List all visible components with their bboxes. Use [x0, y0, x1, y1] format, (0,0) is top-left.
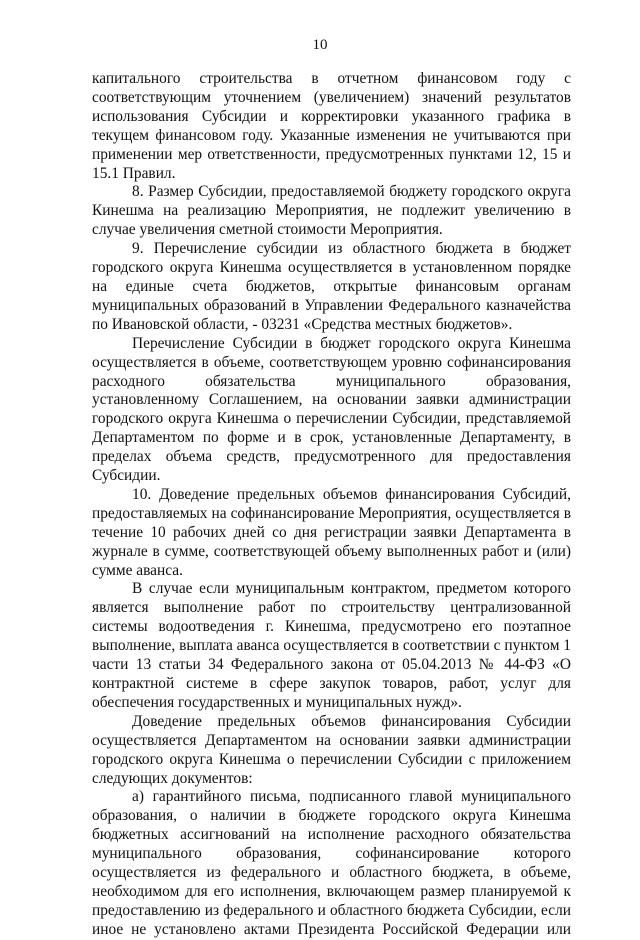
- paragraph-continuation: капитального строительства в отчетном финансовом году с соответствующим уточнением (увеличением) значений результатов использования Субсидии и корректировки указанного графика в текущем финансовом году. Указанные изменения не учитываются при применении мер ответственности, предусмотренных пунктами 12, 15 и 15.1 Правил.: [92, 70, 571, 182]
- paragraph-required-documents: Доведение предельных объемов финансирования Субсидии осуществляется Департаментом на основании заявки администрации городского округа Кинешма о перечислении Субсидии с приложением следующих документов:: [92, 712, 571, 787]
- paragraph-transfer-volume: Перечисление Субсидии в бюджет городского округа Кинешма осуществляется в объеме, соответствующем уровню софинансирования расходного обязательства муниципального образования, установленному Соглашением, на основании заявки администрации городского округа Кинешма о перечислении Субсидии, представляемой Департаментом по форме и в срок, установленные Департаменту, в пределах объема средств, предусмотренного для предоставления Субсидии.: [92, 334, 571, 485]
- paragraph-item-9: 9. Перечисление субсидии из областного бюджета в бюджет городского округа Кинешма осуществляется в установленном порядке на единые счета бюджетов, открытые финансовым органам муниципальных образований в Управлении Федерального казначейства по Ивановской области, - 03231 «Средства местных бюджетов».: [92, 240, 571, 333]
- paragraph-subitem-a: а) гарантийного письма, подписанного главой муниципального образования, о наличии в бюджете городского округа Кинешма бюджетных ассигнований на исполнение расходного обязательства муниципального образования, софинансирование которого осуществляется из федерального и областного бюджета, в объеме, необходимом для его исполнения, включающем размер планируемой к предоставлению из федерального и областного бюджета Субсидии, если иное не установлено актами Президента Российской Федерации или: [92, 788, 571, 938]
- paragraph-item-8: 8. Размер Субсидии, предоставляемой бюджету городского округа Кинешма на реализацию Мероприятия, не подлежит увеличению в случае увеличения сметной стоимости Мероприятия.: [92, 183, 571, 239]
- document-body: [92, 70, 571, 940]
- page-number: 10: [312, 37, 328, 53]
- paragraph-item-10: 10. Доведение предельных объемов финансирования Субсидий, предоставляемых на софинансирование Мероприятия, осуществляется в течение 10 рабочих дней со дня регистрации заявки Департамента в журнале в сумме, соответствующей объему выполненных работ и (или) сумме аванса.: [92, 485, 571, 579]
- paragraph-advance-payment: В случае если муниципальным контрактом, предметом которого является выполнение работ по строительству централизованной системы водоотведения г. Кинешма, предусмотрено его поэтапное выполнение, выплата аванса осуществляется в соответствии с пунктом 1 части 13 статьи 34 Федерального закона от 05.04.2013 № 44-ФЗ «О контрактной системе в сфере закупок товаров, работ, услуг для обеспечения государственных и муниципальных нужд».: [92, 580, 571, 711]
